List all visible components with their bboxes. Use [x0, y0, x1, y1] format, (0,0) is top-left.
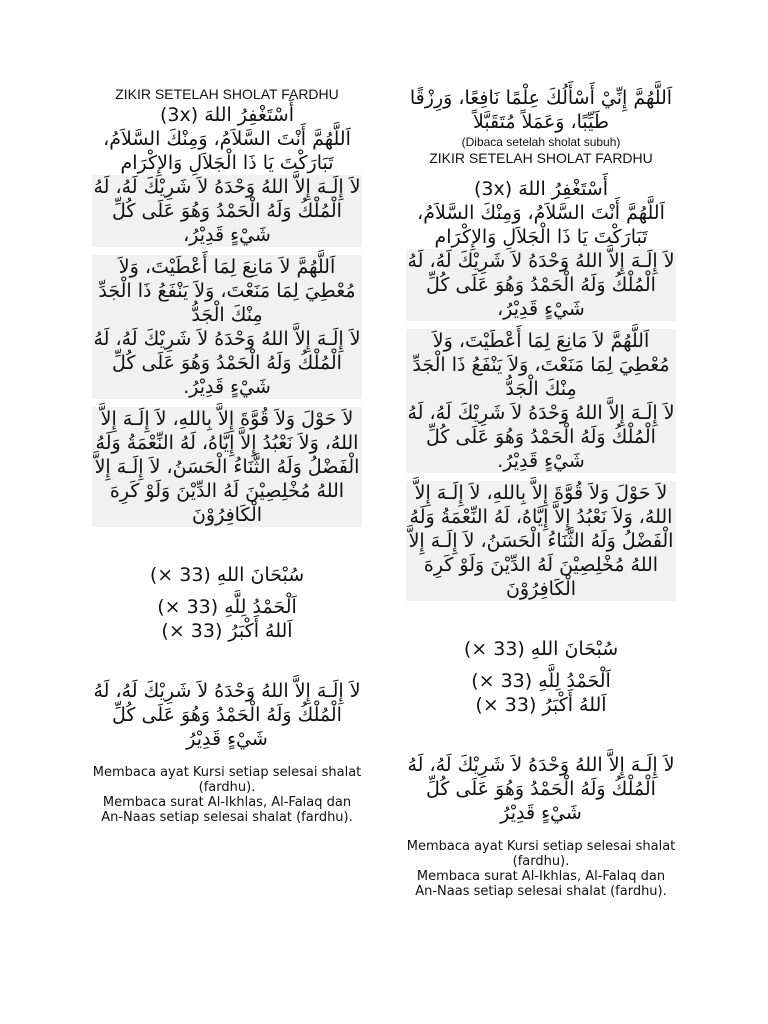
left-istighfar: أَسْتَغْفِرُ اللهَ (3x): [160, 104, 294, 126]
right-doa: اَللَّهُمَّ إِنِّيْ أَسْأَلُكَ عِلْمًا نَافِعًا، وَرِزْقًا طَيِّبًا، وَعَمَلاً مُتَقَبَّلاً: [409, 87, 673, 133]
right-hawqala: لاَ حَوْلَ وَلاَ قُوَّةَ إِلاَّ بِاللهِ، لاَ إِلَـهَ إِلاَّ اللهُ، وَلاَ نَعْبُدُ إِلاَّ إِيَّاهُ، لَهُ النِّعْمَةُ وَلَهُ الْفَضْلُ وَلَهُ الثَّنَاءُ الْحَسَنُ، لاَ إِلَـهَ إِلاَّ اللهُ مُخْلِصِيْنَ لَهُ الدِّيْنَ وَلَوْ كَرِهَ الْكَافِرُوْنَ: [406, 481, 676, 601]
right-title: ZIKIR SETELAH SHOLAT FARDHU: [429, 150, 653, 166]
left-tahlil-3: لاَ إِلَـهَ إِلاَّ اللهُ وَحْدَهُ لاَ شَرِيْكَ لَهُ، لَهُ الْمُلْكُ وَلَهُ الْحَمْدُ وَهُوَ عَلَى كُلِّ شَيْءٍ قَدِيْرُ: [93, 680, 361, 750]
left-mani: اَللَّهُمَّ لاَ مَانِعَ لِمَا أَعْطَيْتَ، وَلاَ مُعْطِيَ لِمَا مَنَعْتَ، وَلاَ يَنْفَعُ ذَا الْجَدِّ مِنْكَ الْجَدُّ: [92, 255, 362, 327]
left-tahmid: اَلْحَمْدُ لِلَّهِ (33 ×): [157, 596, 297, 618]
right-dibaca: (Dibaca: [461, 135, 503, 149]
right-column: [406, 86, 676, 899]
right-mani: اَللَّهُمَّ لاَ مَانِعَ لِمَا أَعْطَيْتَ، وَلاَ مُعْطِيَ لِمَا مَنَعْتَ، وَلاَ يَنْفَعُ ذَا الْجَدِّ مِنْكَ الْجَدُّ: [406, 329, 676, 401]
right-note-surat: Membaca surat Al-Ikhlas, Al-Falaq dan An-Naas setiap selesai shalat (fardhu).: [415, 869, 667, 899]
right-setelah: setelah sholat subuh): [506, 135, 621, 149]
left-column: [92, 86, 362, 825]
right-dibaca-note: [406, 134, 676, 150]
left-title: ZIKIR SETELAH SHOLAT FARDHU: [115, 86, 339, 102]
right-tahmid: اَلْحَمْدُ لِلَّهِ (33 ×): [471, 670, 611, 692]
left-takbir: اَللهُ أَكْبَرُ (33 ×): [161, 620, 293, 642]
right-salam: اَللَّهُمَّ أَنْتَ السَّلاَمُ، وَمِنْكَ السَّلاَمُ، تَبَارَكْتَ يَا ذَا الْجَلاَلِ وَالإِكْرَام: [417, 202, 665, 248]
left-tahlil: لاَ إِلَـهَ إِلاَّ اللهُ وَحْدَهُ لاَ شَرِيْكَ لَهُ، لَهُ الْمُلْكُ وَلَهُ الْحَمْدُ وَهُوَ عَلَى كُلِّ شَيْءٍ قَدِيْرُ،: [93, 176, 361, 246]
left-note-surat: Membaca surat Al-Ikhlas, Al-Falaq dan An-Naas setiap selesai shalat (fardhu).: [101, 795, 353, 825]
left-hawqala: لاَ حَوْلَ وَلاَ قُوَّةَ إِلاَّ بِاللهِ، لاَ إِلَـهَ إِلاَّ اللهُ، وَلاَ نَعْبُدُ إِلاَّ إِيَّاهُ، لَهُ النِّعْمَةُ وَلَهُ الْفَضْلُ وَلَهُ الثَّنَاءُ الْحَسَنُ، لاَ إِلَـهَ إِلاَّ اللهُ مُخْلِصِيْنَ لَهُ الدِّيْنَ وَلَوْ كَرِهَ الْكَافِرُوْنَ: [92, 407, 362, 527]
right-note-kursi: Membaca ayat Kursi setiap selesai shalat (fardhu).: [406, 839, 676, 869]
right-takbir: اَللهُ أَكْبَرُ (33 ×): [475, 694, 607, 716]
right-tahlil-3: لاَ إِلَـهَ إِلاَّ اللهُ وَحْدَهُ لاَ شَرِيْكَ لَهُ، لَهُ الْمُلْكُ وَلَهُ الْحَمْدُ وَهُوَ عَلَى كُلِّ شَيْءٍ قَدِيْرُ: [407, 754, 675, 824]
right-tahlil: لاَ إِلَـهَ إِلاَّ اللهُ وَحْدَهُ لاَ شَرِيْكَ لَهُ، لَهُ الْمُلْكُ وَلَهُ الْحَمْدُ وَهُوَ عَلَى كُلِّ شَيْءٍ قَدِيْرُ،: [407, 250, 675, 320]
left-note-kursi: Membaca ayat Kursi setiap selesai shalat (fardhu).: [92, 765, 362, 795]
right-istighfar: أَسْتَغْفِرُ اللهَ (3x): [474, 178, 608, 200]
left-tahlil-2: لاَ إِلَـهَ إِلاَّ اللهُ وَحْدَهُ لاَ شَرِيْكَ لَهُ، لَهُ الْمُلْكُ وَلَهُ الْحَمْدُ وَهُوَ عَلَى كُلِّ شَيْءٍ قَدِيْرُ.: [93, 328, 361, 398]
left-tasbih: سُبْحَانَ اللهِ (33 ×): [149, 564, 305, 586]
right-tasbih: سُبْحَانَ اللهِ (33 ×): [463, 638, 619, 660]
right-tahlil-2: لاَ إِلَـهَ إِلاَّ اللهُ وَحْدَهُ لاَ شَرِيْكَ لَهُ، لَهُ الْمُلْكُ وَلَهُ الْحَمْدُ وَهُوَ عَلَى كُلِّ شَيْءٍ قَدِيْرُ.: [407, 402, 675, 472]
left-salam: اَللَّهُمَّ أَنْتَ السَّلاَمُ، وَمِنْكَ السَّلاَمُ، تَبَارَكْتَ يَا ذَا الْجَلاَلِ وَالإِكْرَام: [103, 128, 351, 174]
